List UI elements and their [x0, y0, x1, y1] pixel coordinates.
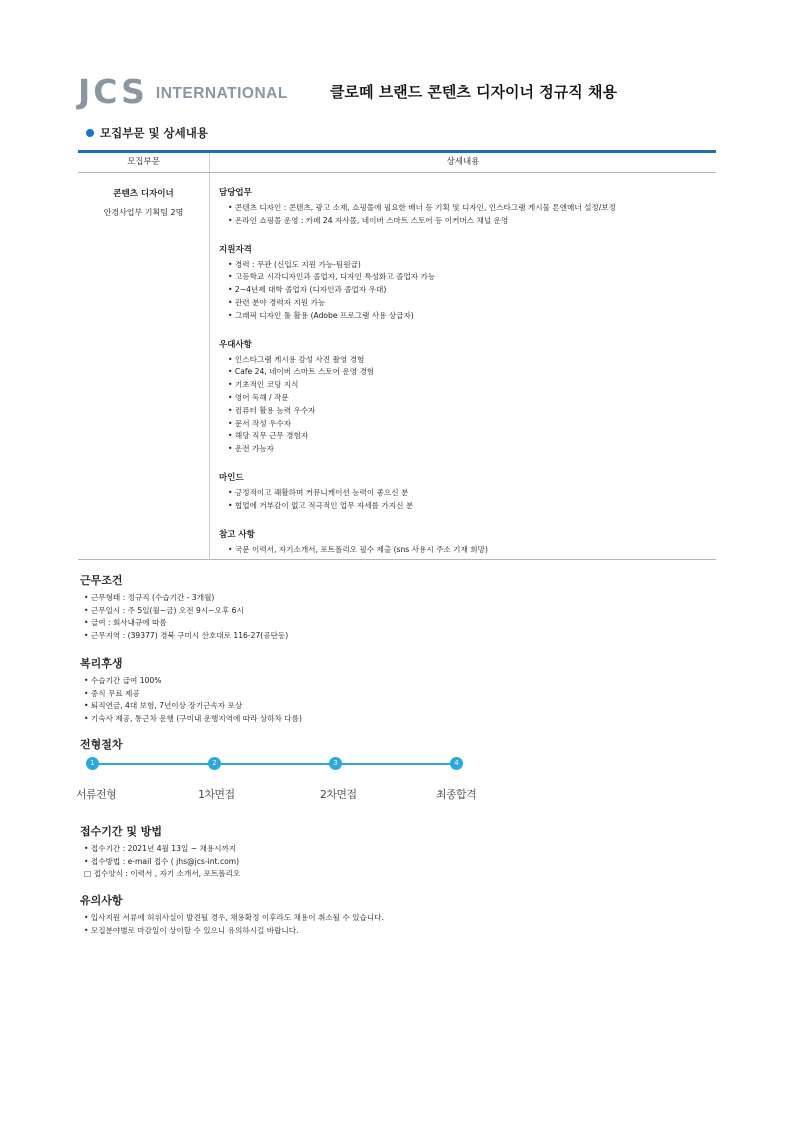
process-step-label: 최종합격 — [436, 788, 477, 801]
detail-group-title: 담당업무 — [219, 188, 252, 198]
detail-item: • 긍정적이고 쾌활하며 커뮤니케이션 능력이 좋으신 분 — [228, 487, 409, 497]
detail-item: • 2~4년제 대학 졸업자 (디자인과 졸업자 우대) — [228, 285, 387, 295]
detail-item: • 운전 가능자 — [228, 444, 274, 454]
process-step-label: 2차면접 — [320, 788, 357, 801]
welfare-title: 복리후생 — [80, 657, 123, 670]
process-step-marker: 4 — [450, 757, 463, 770]
notice-item: • 입사지원 서류에 허위사실이 발견될 경우, 채용확정 이후라도 채용이 취소될 수 있습니다. — [84, 913, 384, 922]
detail-group-title: 우대사항 — [219, 339, 252, 350]
recruit-section-title — [86, 125, 208, 141]
apply-item: • 접수기간 : 2021년 4월 13일 ~ 채용시까지 — [84, 844, 237, 853]
table-header-detail: 상세내용 — [446, 157, 480, 167]
bullet-dot-icon — [86, 129, 94, 137]
apply-item: • 접수방법 : e-mail 접수 ( jhs@jcs-int.com) — [84, 856, 240, 866]
condition-item: • 근무지역 : (39377) 경북 구미시 산호대로 116-27(공단동) — [84, 630, 289, 640]
page-header — [78, 71, 718, 111]
detail-item: • 기초적인 코딩 지식 — [228, 380, 299, 390]
logo-wordmark: INTERNATIONAL — [155, 85, 288, 102]
detail-item: • 국문 이력서, 자기소개서, 포트폴리오 필수 제출 (sns 사용시 주소 기재 희망) — [228, 544, 488, 554]
condition-item: • 근무형태 : 정규직 (수습기간 - 3개월) — [84, 593, 215, 602]
detail-cell — [210, 173, 716, 560]
process-title: 전형절차 — [80, 738, 123, 751]
process-steps — [76, 752, 480, 812]
detail-item: • 온라인 쇼핑몰 운영 : 카페 24 자사몰, 네이버 스마트 스토어 등 이커머스 채널 운영 — [228, 215, 509, 225]
position-cell — [78, 173, 210, 560]
detail-group-title: 지원자격 — [219, 244, 252, 255]
condition-item: • 근무일시 : 주 5일(월~금) 오전 9시~오후 6시 — [84, 605, 244, 615]
detail-item: • 인스타그램 게시용 감성 사진 촬영 경험 — [228, 354, 365, 364]
page-title: 클로떼 브랜드 콘텐츠 디자이너 정규직 채용 — [330, 83, 617, 101]
notice-section — [80, 892, 384, 937]
detail-item: • 영어 독해 / 작문 — [228, 392, 289, 402]
process-step-marker: 3 — [329, 757, 342, 770]
detail-group-title: 참고 사항 — [219, 529, 255, 540]
welfare-section — [80, 655, 302, 725]
welfare-item: • 수습기간 급여 100% — [84, 676, 162, 685]
detail-item: • 컴퓨터 활용 능력 우수자 — [228, 405, 316, 415]
process-step-marker: 1 — [86, 757, 99, 770]
notice-item: • 모집분야별로 마감일이 상이할 수 있으니 유의하시길 바랍니다. — [84, 925, 299, 935]
detail-group-title: 마인드 — [219, 472, 244, 483]
company-logo — [78, 71, 288, 111]
logo-mark: JCS — [78, 71, 148, 111]
detail-item: • 경력 : 무관 (신입도 지원 가능-팀원급) — [228, 259, 361, 269]
detail-group — [219, 528, 716, 557]
position-name: 콘텐츠 디자이너 — [113, 189, 174, 199]
detail-group — [219, 471, 716, 513]
table-header-position: 모집부문 — [78, 153, 210, 172]
detail-group — [219, 243, 716, 323]
detail-item: • 그래픽 디자인 툴 활용 (Adobe 프로그램 사용 상급자) — [228, 310, 414, 320]
detail-item: • 관련 분야 경력자 지원 가능 — [228, 297, 326, 307]
apply-item: □ 접수양식 : 이력서 , 자기 소개서, 포트폴리오 — [84, 869, 241, 879]
process-step-marker: 2 — [208, 757, 221, 770]
notice-title: 유의사항 — [80, 894, 123, 907]
process-connector-line — [92, 763, 456, 765]
welfare-item: • 기숙사 제공, 통근차 운행 (구미내 운행지역에 따라 상하차 다름) — [84, 713, 302, 723]
detail-item: • 콘텐츠 디자인 : 콘텐츠, 광고 소재, 쇼핑몰에 필요한 배너 등 기획 및 디자인, 인스타그램 게시물 톤앤매너 설정/보정 — [228, 203, 616, 212]
welfare-item: • 중식 무료 제공 — [84, 688, 140, 698]
welfare-item: • 퇴직연금, 4대 보험, 7년이상 장기근속자 포상 — [84, 701, 243, 711]
position-department: 안경사업부 기획팀 2명 — [103, 208, 184, 217]
process-step-label: 서류전형 — [76, 788, 117, 801]
detail-item: • 협업에 거부감이 없고 적극적인 업무 자세를 가지신 분 — [228, 500, 414, 510]
detail-group — [219, 186, 716, 228]
recruit-section-label: 모집부문 및 상세내용 — [100, 126, 208, 140]
process-step-label: 1차면접 — [198, 788, 235, 801]
conditions-title: 근무조건 — [80, 574, 123, 587]
apply-section — [80, 823, 240, 881]
detail-item: • 문서 작성 우수자 — [228, 418, 292, 428]
detail-group — [219, 338, 716, 456]
condition-item: • 급여 : 회사내규에 따름 — [84, 618, 167, 628]
table-header — [78, 153, 716, 173]
apply-title: 접수기간 및 방법 — [80, 825, 163, 838]
table-body — [78, 173, 716, 560]
detail-item: • Cafe 24, 네이버 스마트 스토어 운영 경험 — [228, 367, 375, 377]
conditions-section — [80, 572, 288, 642]
detail-item: • 해당 직무 근무 경험자 — [228, 431, 309, 441]
recruit-table — [78, 150, 716, 560]
detail-item: • 고등학교 시각디자인과 졸업자, 디자인 특성화고 졸업자 가능 — [228, 272, 436, 282]
